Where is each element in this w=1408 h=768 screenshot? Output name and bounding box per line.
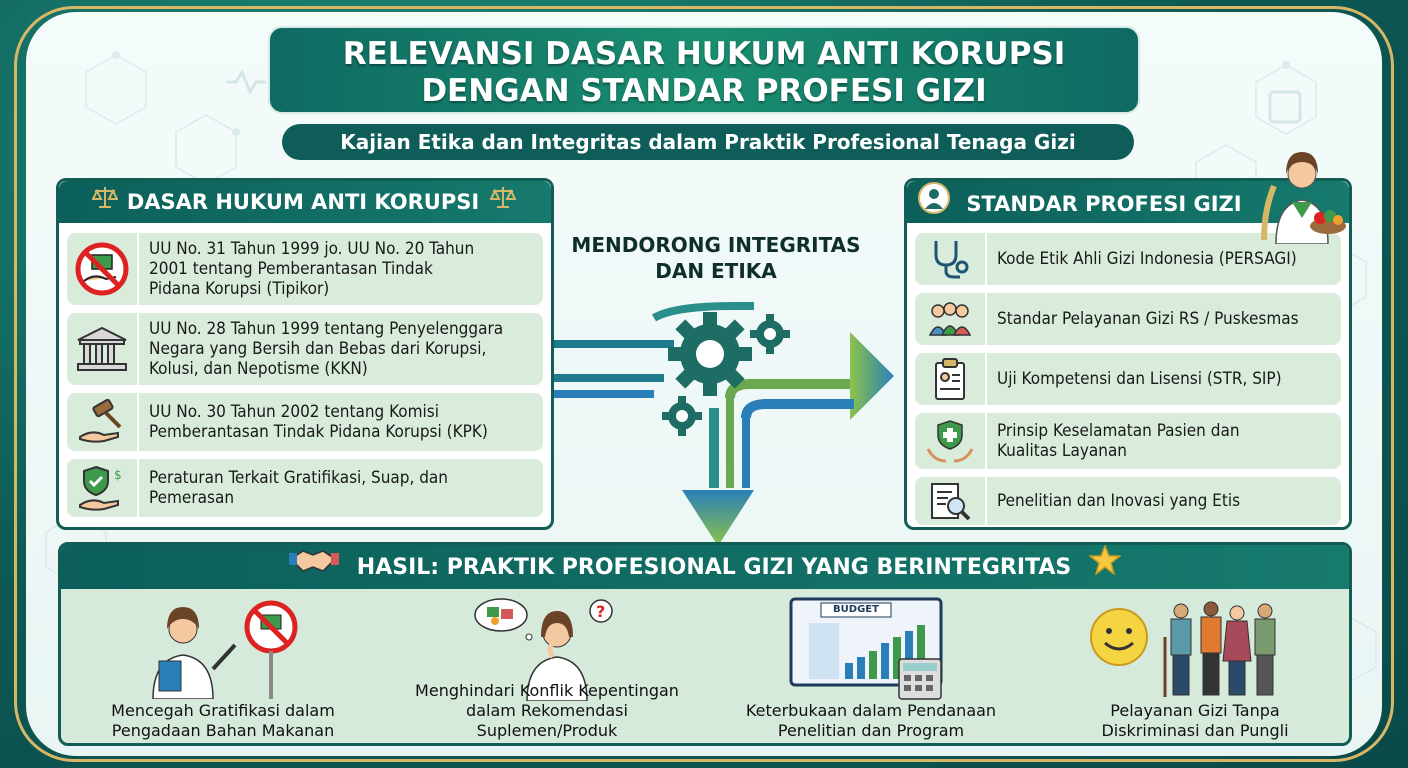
legal-basis-heading <box>59 181 551 223</box>
legal-item-kpk <box>67 393 543 451</box>
svg-text:$: $ <box>114 468 122 482</box>
legal-item-kkn <box>67 313 543 385</box>
legal-item-text: 2001 tentang Pemberantasan Tindak <box>149 259 433 279</box>
standard-item-text: Penelitian dan Inovasi yang Etis <box>997 491 1241 511</box>
outcome-heading-text: HASIL: PRAKTIK PROFESIONAL GIZI YANG BERINTEGRITAS <box>356 555 1072 580</box>
legal-item-text: UU No. 28 Tahun 1999 tentang Penyelenggara <box>149 319 504 339</box>
legal-item-text: UU No. 31 Tahun 1999 jo. UU No. 20 Tahun <box>149 239 475 259</box>
outcome-caption: Mencegah Gratifikasi dalam <box>111 701 335 720</box>
standard-item-pelayanan <box>915 293 1341 345</box>
center-label-line-2: DAN ETIKA <box>655 259 777 283</box>
legal-item-text: Kolusi, dan Nepotisme (KKN) <box>149 359 368 379</box>
legal-basis-heading-text: DASAR HUKUM ANTI KORUPSI <box>126 190 480 214</box>
standard-item-text: Uji Kompetensi dan Lisensi (STR, SIP) <box>997 369 1282 389</box>
title-banner <box>268 26 1140 114</box>
heartbeat-icon <box>226 72 266 92</box>
no-bribe-icon <box>67 233 139 305</box>
legal-item-gratifikasi <box>67 459 543 517</box>
outcome-caption: Menghindari Konflik Kepentingan <box>415 681 679 700</box>
scales-icon <box>486 181 520 223</box>
outcome-prevent-gratification <box>73 595 373 741</box>
star-icon <box>1089 545 1121 591</box>
flow-arrow-down <box>682 384 854 546</box>
scales-icon <box>90 181 120 223</box>
legal-basis-panel <box>56 178 554 530</box>
outcome-avoid-conflict <box>397 595 697 741</box>
title-line-1: RELEVANSI DASAR HUKUM ANTI KORUPSI <box>342 36 1066 72</box>
gear-icon <box>662 396 702 436</box>
standard-item-text: Standar Pelayanan Gizi RS / Puskesmas <box>997 309 1299 329</box>
shield-plus-icon <box>915 413 987 469</box>
professional-standard-heading-text: STANDAR PROFESI GIZI <box>966 192 1242 216</box>
outcome-non-discrimination <box>1045 595 1345 741</box>
outcome-caption: Pengadaan Bahan Makanan <box>111 721 335 740</box>
outcome-caption: Diskriminasi dan Pungli <box>1101 721 1289 740</box>
standard-item-text: Prinsip Keselamatan Pasien dan <box>997 421 1240 441</box>
center-label <box>556 232 876 284</box>
outcome-panel <box>58 542 1352 746</box>
standard-item-keselamatan <box>915 413 1341 469</box>
smile-icon <box>1091 609 1147 665</box>
handshake-icon <box>289 545 339 591</box>
shield-hand-icon <box>67 459 139 517</box>
legal-item-text: UU No. 30 Tahun 2002 tentang Komisi <box>149 402 440 422</box>
legal-item-text: Negara yang Bersih dan Bebas dari Korupsi, <box>149 339 487 359</box>
subtitle-banner: Kajian Etika dan Integritas dalam Praktik Profesional Tenaga Gizi <box>282 124 1134 160</box>
title-line-2: DENGAN STANDAR PROFESI GIZI <box>421 73 987 109</box>
budget-label: BUDGET <box>833 604 879 615</box>
diverse-people-illustration <box>1085 597 1305 701</box>
legal-item-text: Peraturan Terkait Gratifikasi, Suap, dan <box>149 468 448 488</box>
stethoscope-icon <box>915 233 987 285</box>
government-building-icon <box>67 313 139 385</box>
standard-item-kompetensi <box>915 353 1341 405</box>
outcome-caption: Penelitian dan Program <box>777 721 965 740</box>
infographic-board <box>26 12 1382 756</box>
outcome-heading <box>61 545 1349 589</box>
gear-icon <box>750 314 790 354</box>
standard-item-penelitian <box>915 477 1341 525</box>
svg-text:?: ? <box>596 602 606 621</box>
outcome-caption: Pelayanan Gizi Tanpa <box>1110 701 1280 720</box>
center-label-line-1: MENDORONG INTEGRITAS <box>571 233 861 257</box>
standard-item-text: Kualitas Layanan <box>997 441 1128 461</box>
team-icon <box>915 293 987 345</box>
integrity-flow-graphic <box>554 288 904 548</box>
outcome-caption: Keterbukaan dalam Pendanaan <box>745 701 997 720</box>
clipboard-icon <box>915 353 987 405</box>
legal-item-text: Pemberantasan Tindak Pidana Korupsi (KPK) <box>149 422 488 442</box>
nutritionist-badge-icon <box>917 181 951 229</box>
legal-item-text: Pidana Korupsi (Tipikor) <box>149 279 330 299</box>
outcome-caption: dalam Rekomendasi Suplemen/Produk <box>466 701 628 740</box>
legal-item-text: Pemerasan <box>149 488 235 508</box>
outcome-transparency <box>721 595 1021 741</box>
standard-item-text: Kode Etik Ahli Gizi Indonesia (PERSAGI) <box>997 249 1297 269</box>
nutritionist-no-bribe-illustration <box>123 599 323 699</box>
gear-icon <box>668 312 752 396</box>
gavel-hand-icon <box>67 393 139 451</box>
nutritionist-illustration <box>1256 140 1348 244</box>
legal-item-tipikor <box>67 233 543 305</box>
research-icon <box>915 477 987 525</box>
